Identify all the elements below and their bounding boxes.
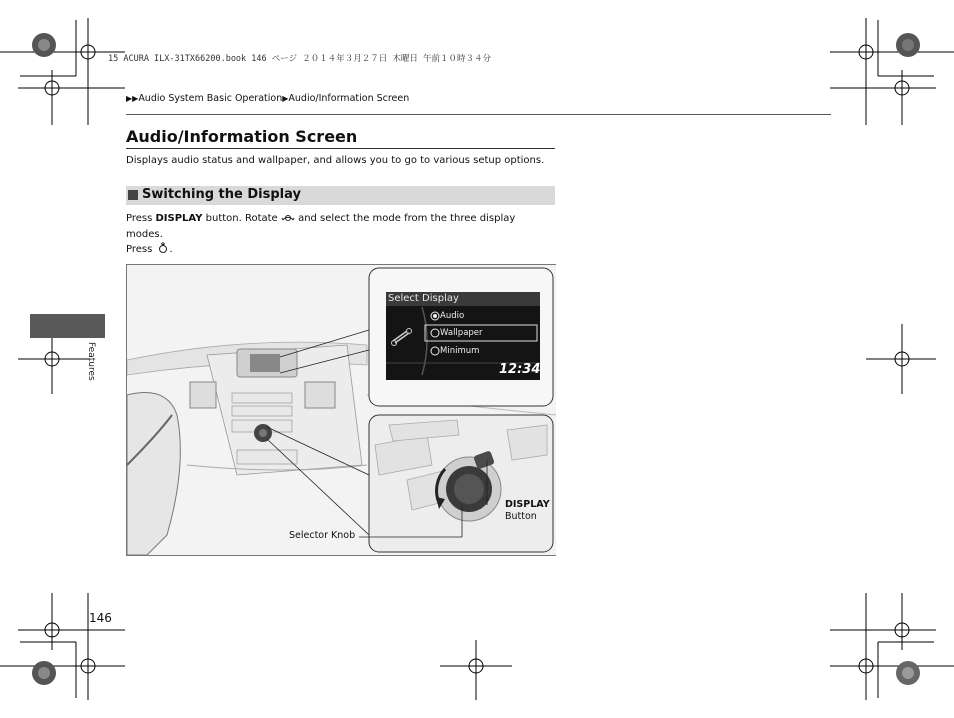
section-title: Switching the Display: [142, 187, 301, 202]
display-button-label: Button: [505, 511, 537, 522]
section-heading: [126, 186, 555, 205]
instruction-step-2: Press .: [126, 244, 173, 255]
instructions: [126, 211, 555, 258]
selector-knob-icon: [281, 211, 295, 223]
dashboard-figure: [126, 264, 556, 556]
option-minimum[interactable]: Minimum: [440, 346, 480, 356]
title-rule: [126, 148, 555, 149]
screen-clock: 12:34: [499, 362, 541, 377]
option-wallpaper[interactable]: Wallpaper: [440, 328, 483, 338]
page-number: 146: [89, 611, 112, 625]
header-rule: [126, 114, 831, 115]
screen-header: Select Display: [388, 293, 459, 304]
section-bullet-icon: [128, 190, 138, 200]
display-button-label-bold: DISPLAY: [505, 499, 550, 510]
chapter-tab-label: Features: [86, 342, 96, 381]
breadcrumb: [126, 93, 409, 104]
print-header: 15 ACURA ILX-31TX66200.book 146 ページ ２０１４年３月２７日 木曜日 午前１０時３４分: [108, 54, 491, 64]
dashboard-illustration: [127, 265, 556, 555]
breadcrumb-separator: ▶: [282, 94, 289, 103]
option-audio[interactable]: Audio: [440, 311, 465, 321]
breadcrumb-arrows: ▶▶: [126, 94, 139, 103]
breadcrumb-current: Audio/Information Screen: [288, 93, 410, 104]
selector-knob-label: Selector Knob: [289, 530, 356, 541]
display-button-ref: DISPLAY: [155, 213, 203, 224]
press-knob-icon: [156, 242, 170, 254]
instruction-step-1: Press DISPLAY button. Rotate and select the mode from the three display modes.: [126, 213, 516, 240]
breadcrumb-parent-link[interactable]: Audio System Basic Operation: [138, 93, 283, 104]
page-title: Audio/Information Screen: [126, 127, 358, 146]
chapter-tab[interactable]: [30, 314, 105, 338]
intro-text: Displays audio status and wallpaper, and allows you to go to various setup options.: [126, 155, 545, 166]
